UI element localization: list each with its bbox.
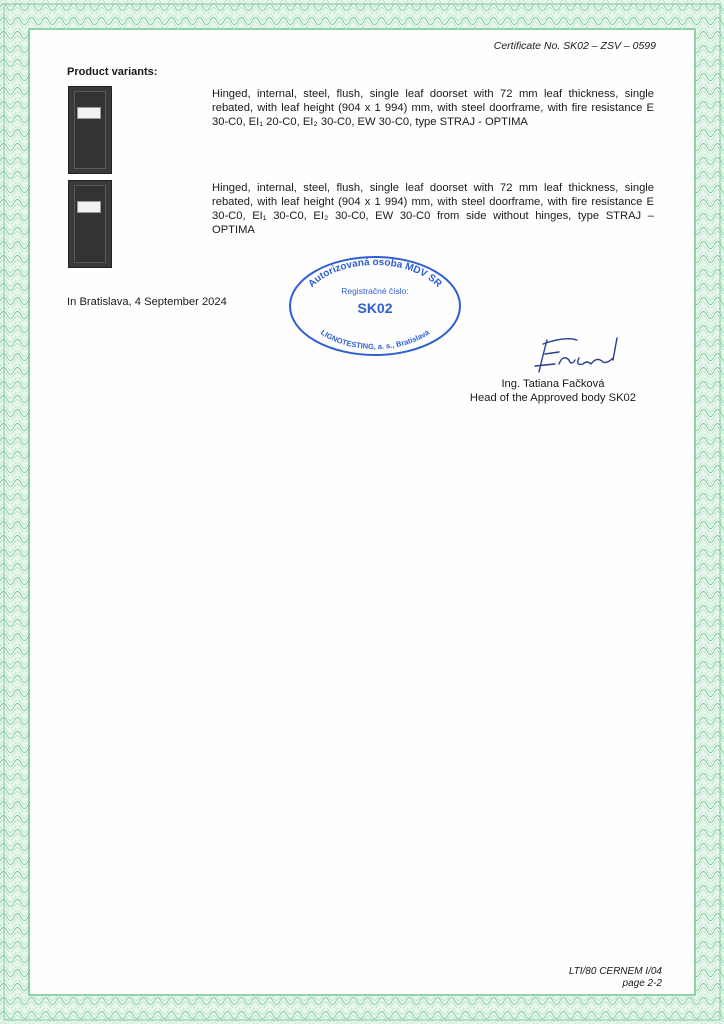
stamp-bottom-text: LIGNOTESTING, a. s., Bratislava — [319, 327, 431, 352]
stamp-top-text: Autorizovaná osoba MDV SR — [306, 256, 444, 290]
door-icon — [68, 86, 112, 174]
signer-block — [470, 377, 636, 405]
signer-name: Ing. Tatiana Fačková — [501, 378, 605, 390]
handwritten-signature — [525, 330, 665, 380]
section-title: Product variants: — [67, 66, 158, 78]
place-and-date: In Bratislava, 4 September 2024 — [67, 296, 227, 308]
signer-title: Head of the Approved body SK02 — [469, 392, 636, 404]
official-stamp — [285, 253, 465, 358]
stamp-label: Registračné číslo: — [341, 286, 409, 296]
variant-description-1: Hinged, internal, steel, flush, single leaf doorset with 72 mm leaf thickness, single rebated, with leaf height (904 x 1 994) mm, with steel doorframe, with fire resistance E 30-C0, EI₁ 20-C0, EI₂ 30-C0, EW 30-C0, type STRAJ - OPTIMA — [212, 88, 654, 128]
svg-text:LIGNOTESTING, a. s., Bratislav — [319, 327, 431, 351]
footer-page-number: page 2-2 — [622, 978, 662, 989]
footer-form-id: LTI/80 CERNEM I/04 — [568, 966, 662, 977]
stamp-code: SK02 — [357, 300, 393, 316]
certificate-number: Certificate No. SK02 – ZSV – 0599 — [493, 40, 656, 52]
door-icon — [68, 180, 112, 268]
certificate-page — [30, 30, 694, 994]
variant-description-2: Hinged, internal, steel, flush, single leaf doorset with 72 mm leaf thickness, single rebated, with leaf height (904 x 1 994) mm, with steel doorframe, with fire resistance E 30-C0, EI₁ 30-C0, EI₂ 30-C0, EW 30-C0 from side without hinges, type STRAJ – OPTIMA — [212, 182, 654, 236]
footer — [569, 966, 662, 990]
